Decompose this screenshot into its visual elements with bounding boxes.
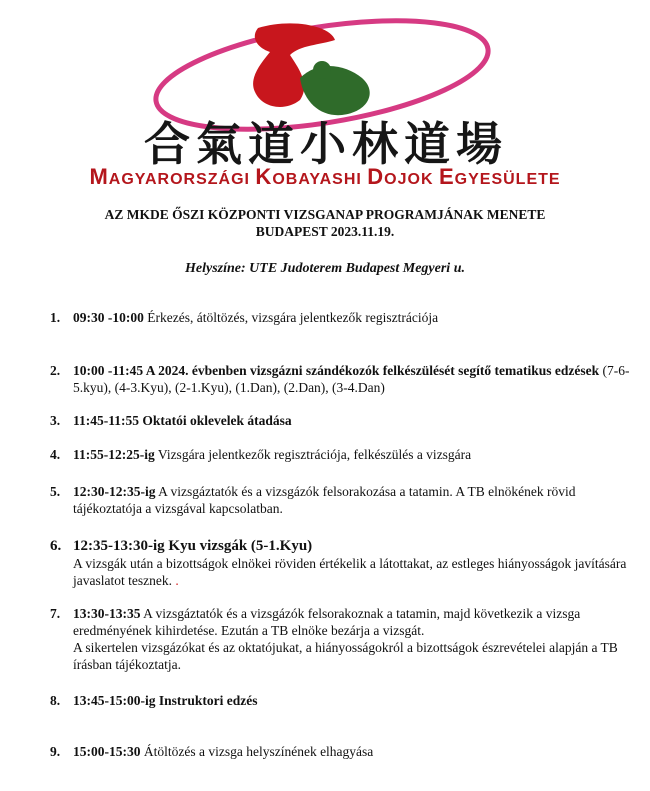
item-number: 6.: [50, 538, 62, 554]
org-word-1: AGYARORSZÁGI: [108, 171, 256, 188]
logo-calligraphy: 合氣道小林道場: [144, 117, 508, 171]
schedule-item-2: [50, 362, 630, 396]
item-text: Átöltözés a vizsga helyszínének elhagyása: [140, 744, 374, 759]
item-time: 15:00-15:30: [73, 744, 141, 759]
item-time: 12:30-12:35-ig: [73, 484, 156, 499]
schedule-item-1: [50, 309, 630, 326]
item-number: 8.: [50, 693, 61, 708]
item-number: 3.: [50, 413, 61, 428]
schedule-item-9: [50, 743, 630, 760]
item-number: 9.: [50, 744, 61, 759]
item-lead: A 2024. évbenben vizsgázni szándékozók felkészülését segítő tematikus edzések: [143, 363, 600, 378]
item-text: (7-6-5.kyu), (4-3.Kyu), (2-1.Kyu), (1.Dan), (2.Dan), (3-4.Dan): [73, 363, 630, 395]
org-initial-m: M: [89, 164, 109, 189]
logo-green-head: [313, 61, 331, 79]
org-word-3: OJOK: [384, 171, 439, 188]
schedule-item-4: [50, 446, 630, 463]
org-initial-k: K: [255, 164, 273, 189]
item-time: 11:45-11:55 Oktatói oklevelek átadása: [73, 413, 292, 428]
item-number: 5.: [50, 484, 61, 499]
org-word-2: OBAYASHI: [272, 171, 368, 188]
item-number: 1.: [50, 310, 61, 325]
item-time: 12:35-13:30-ig Kyu vizsgák (5-1.Kyu): [73, 538, 313, 554]
item-number: 4.: [50, 447, 61, 462]
item-text: A vizsgáztatók és a vizsgázók felsorakozása a tatamin. A TB elnökének rövid tájékoztatója a vizsgával kapcsolatban.: [73, 484, 576, 516]
item-time: 11:55-12:25-ig: [73, 447, 155, 462]
item-text: A vizsgák után a bizottságok elnökei röviden értékelik a látottakat, az estleges hiányosságok javítására javaslatot tesznek.: [73, 556, 627, 588]
venue-line: Helyszíne: UTE Judoterem Budapest Megyeri u.: [185, 261, 465, 276]
item-number: 2.: [50, 363, 61, 378]
schedule-item-8: [50, 692, 630, 709]
item-red-mark: .: [175, 573, 179, 588]
item-time: 13:30-13:35: [73, 606, 141, 621]
heading-line-2: BUDAPEST 2023.11.19.: [255, 224, 395, 239]
organization-name: [0, 166, 650, 191]
item-text-2: A sikertelen vizsgázókat és az oktatójukat, a hiányosságokról a bizottságok észrevételei alapján a TB írásban tájékoztatja.: [73, 640, 618, 672]
item-text: Érkezés, átöltözés, vizsgára jelentkezők regisztrációja: [143, 310, 439, 325]
item-text: Vizsgára jelentkezők regisztrációja, felkészülés a vizsgára: [154, 447, 472, 462]
item-time: 09:30 -10:00: [73, 310, 144, 325]
item-time: 10:00 -11:45: [73, 363, 144, 378]
schedule-item-3: [50, 412, 630, 429]
org-initial-e: E: [438, 164, 455, 189]
item-text: A vizsgáztatók és a vizsgázók felsorakoznak a tatamin, majd következik a vizsga eredményének kihirdetése. Ezután a TB elnöke bezárja a vizsgát.: [73, 606, 581, 638]
document-heading: [0, 206, 650, 240]
heading-line-1: AZ MKDE ŐSZI KÖZPONTI VIZSGANAP PROGRAMJÁNAK MENETE: [104, 207, 546, 222]
schedule-item-6: [50, 537, 630, 589]
org-word-4: GYESÜLETE: [454, 171, 561, 188]
item-time: 13:45-15:00-ig Instruktori edzés: [73, 693, 258, 708]
org-initial-d: D: [367, 164, 385, 189]
schedule-item-7: [50, 605, 630, 673]
schedule-item-5: [50, 483, 630, 517]
logo-green-figure: [300, 66, 370, 115]
item-number: 7.: [50, 606, 61, 621]
